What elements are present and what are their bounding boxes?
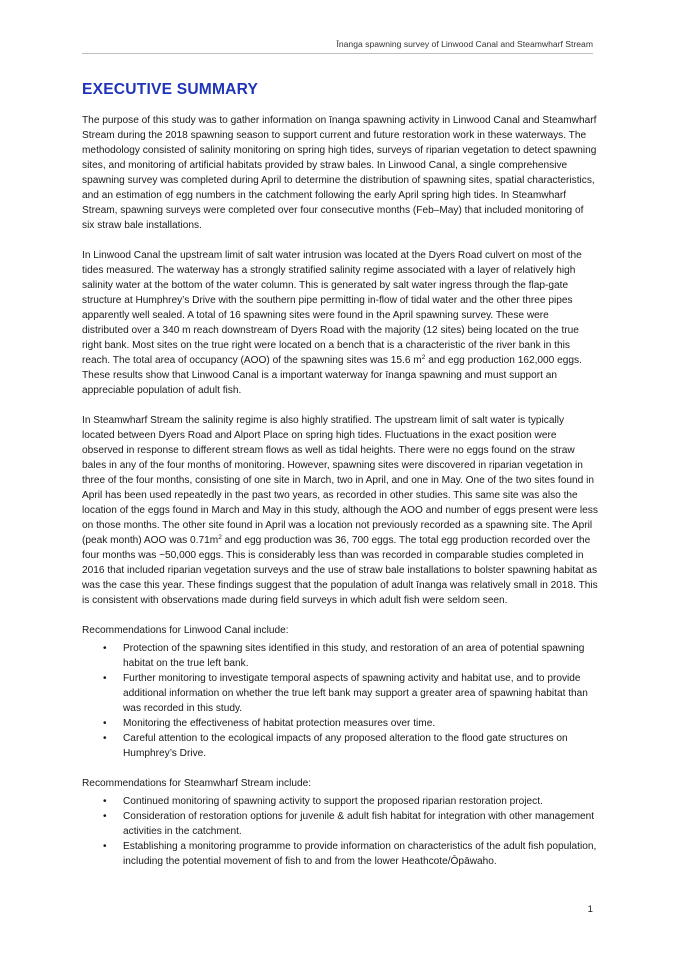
paragraph-text: In Steamwharf Stream the salinity regime is also highly stratified. The upstream limit of salt water is typically located between Dyers Road and Alport Place on spring high tides. Fluctuations in the exact position were observed in response to different stream flows as well as tidal heights. There were no eggs found on the straw bales in any of the four months of monitoring. However, spawning sites were discovered in riparian vegetation in three of the four months, consisting of one site in March, two in April, and one in May. One of the two sites found in April has been used repeatedly in the past two years, as recorded in other studies. This same site was also the location of the eggs found in March and May in this study, although the AOO and number of eggs present were less on those months. The other site found in April was a location not previously recorded as a spawning site. The April (peak month) AOO was 0.71m — [82, 415, 598, 546]
list-item: • Continued monitoring of spawning activity to support the proposed riparian restoration project. — [82, 794, 598, 809]
recommendations-steamwharf-list — [82, 794, 598, 869]
list-item: • Further monitoring to investigate temporal aspects of spawning activity and habitat use, and to provide additional information on whether the true left bank may support a greater area of spawning habitat than was recorded in this study. — [82, 671, 598, 716]
header-divider — [82, 53, 593, 54]
recommendations-linwood-lead: Recommendations for Linwood Canal include: — [82, 625, 289, 636]
section-title: EXECUTIVE SUMMARY — [82, 81, 259, 98]
paragraph-text: and egg production was 36, 700 eggs. The total egg production recorded over the four months was ~50,000 eggs. This is considerably less than was recorded in comparable studies completed in 2016 that included riparian vegetation surveys and the use of straw bale installations to bolster spawning habitat as was the case this year. These findings suggest that the population of adult īnanga was relatively small in 2018. This is consistent with observations made during field surveys in which adult fish were seldom seen. — [82, 535, 598, 606]
paragraph-linwood-results — [82, 248, 598, 398]
paragraph-steamwharf-results — [82, 413, 598, 608]
list-item: • Consideration of restoration options for juvenile & adult fish habitat for integration with other management activities in the catchment. — [82, 809, 598, 839]
list-item: • Protection of the spawning sites identified in this study, and restoration of an area of potential spawning habitat on the true left bank. — [82, 641, 598, 671]
list-item: • Establishing a monitoring programme to provide information on characteristics of the adult fish population, including the potential movement of fish to and from the lower Heathcote/Ōpāwaho. — [82, 839, 598, 869]
paragraph-text: In Linwood Canal the upstream limit of salt water intrusion was located at the Dyers Road culvert on most of the tides measured. The waterway has a strongly stratified salinity regime associated with a layer of relatively high salinity water at the bottom of the water column. This is generated by salt water ingress through the flap-gate structure at Humphrey’s Drive with the southern pipe permitting in-flow of tidal water and the other three pipes apparently well sealed. A total of 16 spawning sites were found in the April spawning survey. These were distributed over a 340 m reach downstream of Dyers Road with the majority (12 sites) being located on the true right bank. Most sites on the true right were located on a bench that is a characteristic of the river bank in this reach. The total area of occupancy (AOO) of the spawning sites was 15.6 m — [82, 250, 582, 366]
paragraph-text: The purpose of this study was to gather information on īnanga spawning activity in Linwood Canal and Steamwharf Stream during the 2018 spawning season to support current and future restoration work in these waterways. The methodology consisted of salinity monitoring on spring high tides, surveys of riparian vegetation to detect spawning sites, and monitoring of artificial habitats provided by straw bales. In Linwood Canal, a single comprehensive spawning survey was completed during April to determine the distribution of spawning sites, spatial characteristics, and an estimation of egg numbers in the catchment following the early April spring high tides. In Steamwharf Stream, spawning surveys were completed over four consecutive months (Feb–May) that included monitoring of six straw bale installations. — [82, 115, 597, 231]
recommendations-linwood-list — [82, 641, 598, 761]
running-header: Īnanga spawning survey of Linwood Canal and Steamwharf Stream — [336, 39, 593, 49]
page-content — [82, 81, 598, 884]
list-item: • Monitoring the effectiveness of habitat protection measures over time. — [82, 716, 598, 731]
superscript: 2 — [421, 354, 426, 361]
superscript: 2 — [218, 534, 222, 541]
recommendations-steamwharf-lead: Recommendations for Steamwharf Stream include: — [82, 778, 312, 789]
list-item: • Careful attention to the ecological impacts of any proposed alteration to the flood gate structures on Humphrey’s Drive. — [82, 731, 598, 761]
paragraph-purpose — [82, 113, 598, 233]
paragraph-text: and egg production 162,000 eggs. These results show that Linwood Canal is a important waterway for īnanga spawning and must support an appreciable population of adult fish. — [82, 355, 582, 396]
page-number: 1 — [587, 904, 593, 915]
